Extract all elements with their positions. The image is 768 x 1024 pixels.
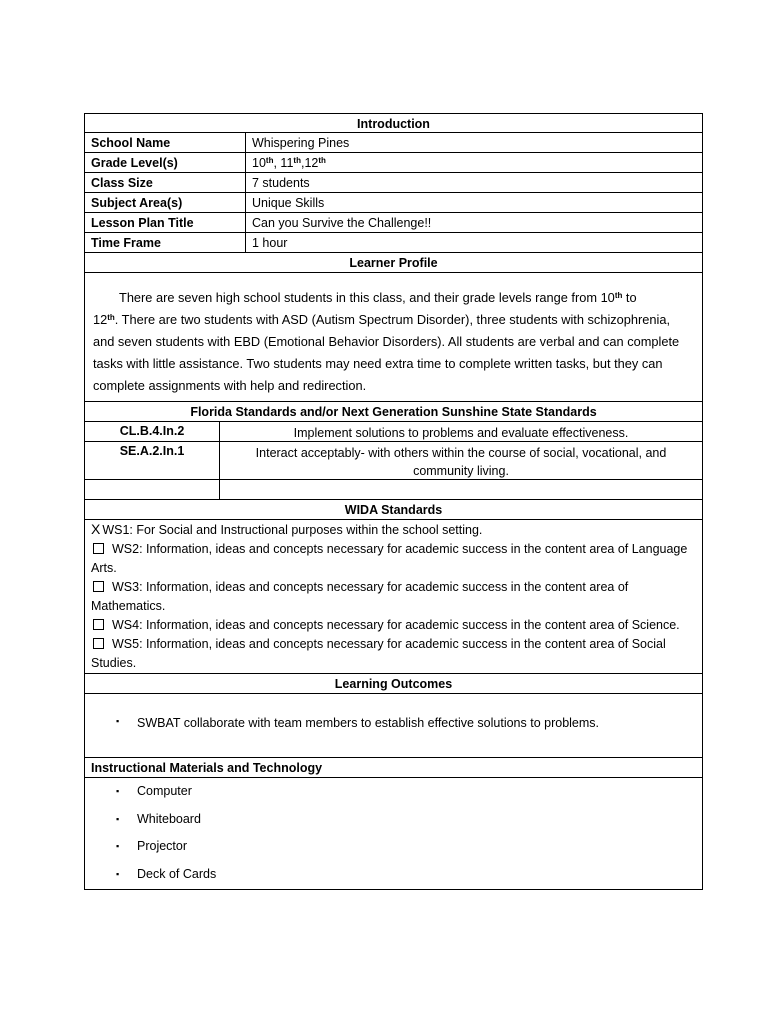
grade-level-label: Grade Level(s) — [85, 153, 246, 172]
bullet-icon: ▪ — [116, 813, 120, 824]
standard-code: CL.B.4.In.2 — [85, 422, 220, 441]
wida-item-ws2: WS2: Information, ideas and concepts necessary for academic success in the content area of Language Arts. — [91, 542, 688, 575]
standard-code: SE.A.2.In.1 — [85, 442, 220, 479]
list-item: ▪ Whiteboard — [85, 806, 702, 834]
time-frame-value: 1 hour — [252, 236, 288, 250]
learner-profile-header: Learner Profile — [84, 253, 703, 273]
class-size-row — [84, 173, 703, 193]
materials-header: Instructional Materials and Technology — [84, 758, 703, 778]
wida-item-ws3: WS3: Information, ideas and concepts necessary for academic success in the content area of Mathematics. — [91, 580, 629, 613]
lesson-plan-title-value: Can you Survive the Challenge!! — [252, 216, 432, 230]
learning-outcomes-header: Learning Outcomes — [84, 674, 703, 694]
wida-item-ws5: WS5: Information, ideas and concepts necessary for academic success in the content area of Social Studies. — [91, 637, 666, 670]
wida-item-ws4: WS4: Information, ideas and concepts necessary for academic success in the content area of Science. — [91, 616, 696, 635]
class-size-value: 7 students — [252, 176, 310, 190]
subject-area-value: Unique Skills — [252, 196, 325, 210]
school-name-label: School Name — [85, 133, 246, 152]
florida-standards-header: Florida Standards and/or Next Generation Sunshine State Standards — [84, 402, 703, 422]
bullet-icon: ▪ — [116, 786, 120, 796]
wida-item-ws1: X WS1: For Social and Instructional purposes within the school setting. — [91, 521, 483, 537]
grade-level-row — [84, 153, 703, 173]
school-name-value: Whispering Pines — [252, 136, 350, 150]
school-name-row — [84, 133, 703, 153]
list-item: ▪ SWBAT collaborate with team members to establish effective solutions to problems. — [116, 716, 600, 730]
learner-profile-text: There are seven high school students in this class, and their grade levels range from 10th to 12th. There are two students with ASD (Autism Spectrum Disorder), three students with schizophrenia, and seven students with EBD (Emotional Behavior Disorders). All students are verbal and can complete tasks with little assistance. Two students may need extra time to complete written tasks, but they can complete assignments with help and redirection. — [84, 273, 703, 402]
class-size-label: Class Size — [85, 173, 246, 192]
wida-standards-header: WIDA Standards — [84, 500, 703, 520]
time-frame-label: Time Frame — [85, 233, 246, 252]
subject-area-row — [84, 193, 703, 213]
lesson-plan-title-label: Lesson Plan Title — [85, 213, 246, 232]
checkbox-icon[interactable] — [93, 543, 104, 554]
list-item: ▪ Computer — [85, 778, 702, 806]
lesson-plan-document — [84, 113, 703, 890]
standard-row — [84, 442, 703, 480]
checkbox-icon[interactable] — [93, 619, 104, 630]
list-item: ▪ Projector — [85, 833, 702, 861]
checkbox-icon[interactable] — [93, 638, 104, 649]
list-item: ▪ Deck of Cards — [85, 861, 702, 889]
standard-description: Implement solutions to problems and evaluate effectiveness. — [293, 426, 629, 440]
subject-area-label: Subject Area(s) — [85, 193, 246, 212]
learning-outcomes-list — [84, 694, 703, 758]
standard-description: Interact acceptably- with others within the course of social, vocational, and community living. — [255, 446, 667, 478]
standard-row — [84, 422, 703, 442]
checkbox-icon[interactable] — [93, 581, 104, 592]
materials-list — [84, 778, 703, 890]
bullet-icon: ▪ — [116, 841, 120, 851]
bullet-icon: ▪ — [116, 716, 120, 726]
standard-row-empty — [84, 480, 703, 500]
checked-mark[interactable]: X — [91, 521, 101, 537]
time-frame-row — [84, 233, 703, 253]
grade-level-value: 10th, 11th,12th — [252, 156, 326, 170]
wida-standards-list — [84, 520, 703, 674]
lesson-plan-title-row — [84, 213, 703, 233]
bullet-icon: ▪ — [116, 868, 120, 879]
introduction-header: Introduction — [84, 113, 703, 133]
